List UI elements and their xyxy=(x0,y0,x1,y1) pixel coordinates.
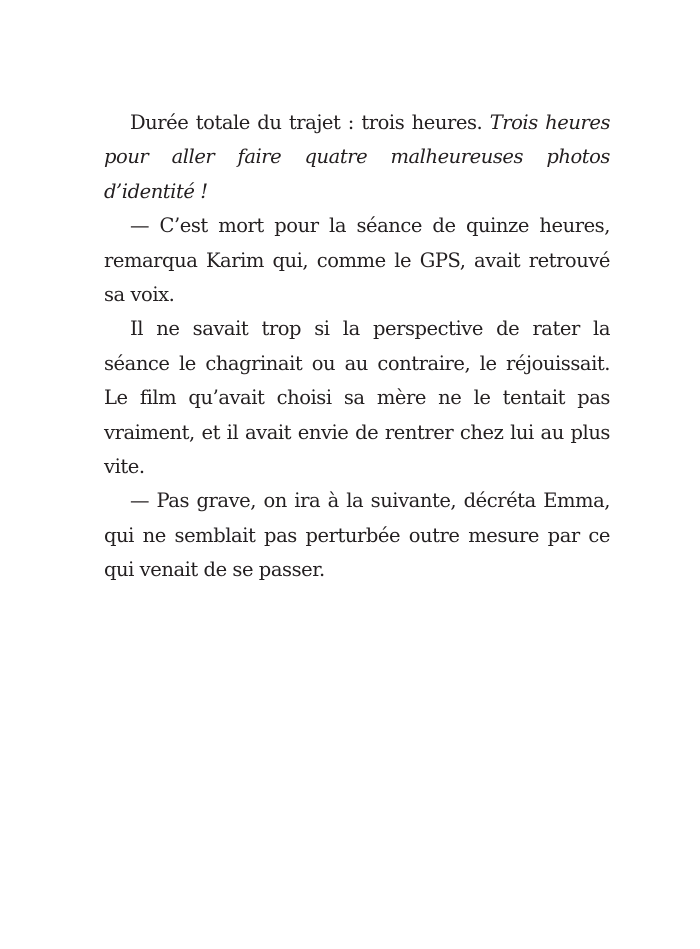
paragraph-text: — C’est mort pour la séance de quinze heures, remarqua Karim qui, comme le GPS, avait retrouvé sa voix. xyxy=(104,214,610,307)
paragraph-emma-dialogue xyxy=(104,484,610,587)
paragraph-trip-duration xyxy=(104,106,610,209)
paragraph-text: Il ne savait trop si la perspective de rater la séance le chagrinait ou au contraire, le réjouissait. Le film qu’avait choisi sa mère ne le tentait pas vraiment, et il avait envie de rentrer chez lui au plus vite. xyxy=(104,317,610,479)
paragraph-italic-thought: Trois heures pour aller faire quatre malheureuses photos d’identité ! xyxy=(104,111,611,203)
body-text xyxy=(104,106,610,588)
paragraph-text: Durée totale du trajet : trois heures. xyxy=(130,111,490,134)
paragraph-text: — Pas grave, on ira à la suivante, décréta Emma, qui ne semblait pas perturbée outre mesure par ce qui venait de se passer. xyxy=(104,489,610,582)
paragraph-karim-dialogue xyxy=(104,209,610,312)
paragraph-karim-thoughts xyxy=(104,312,610,484)
